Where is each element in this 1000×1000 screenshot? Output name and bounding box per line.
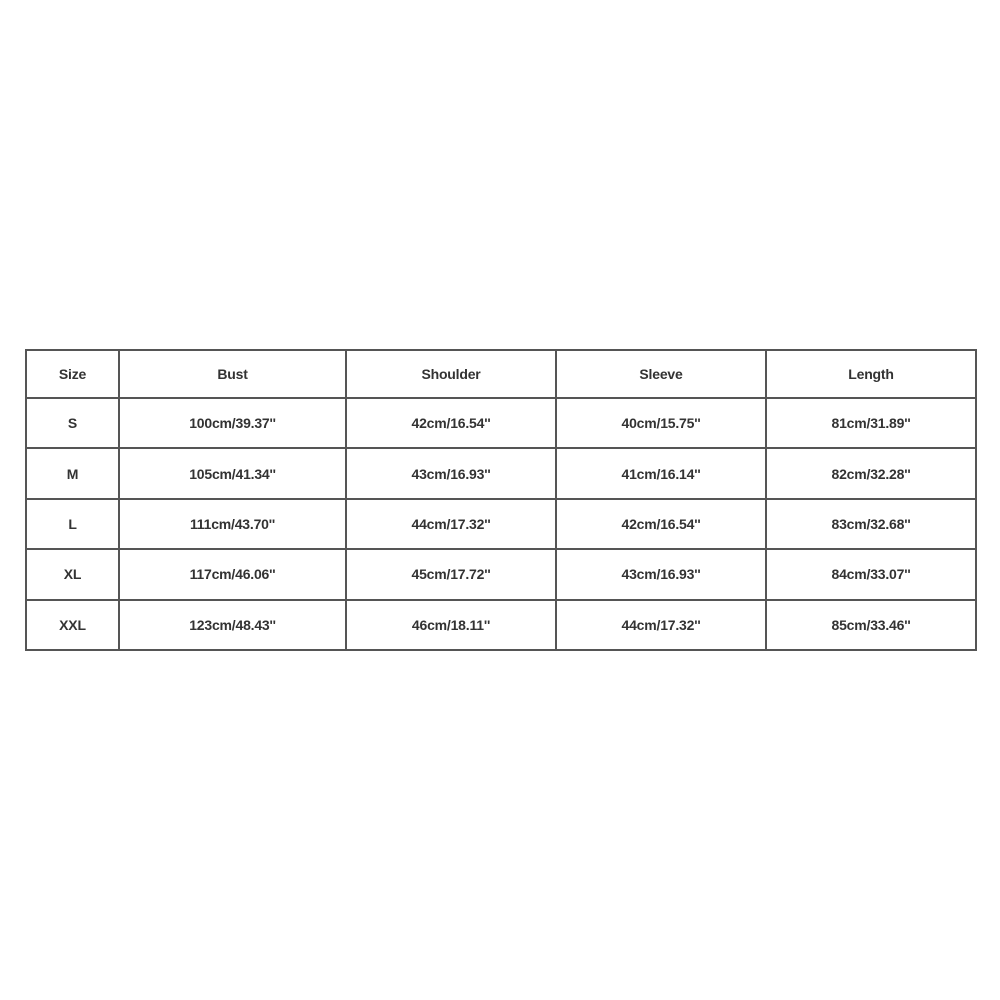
cell-shoulder: 42cm/16.54'' [346, 398, 556, 448]
table-header [26, 350, 976, 398]
header-shoulder: Shoulder [346, 350, 556, 398]
cell-sleeve: 42cm/16.54'' [556, 499, 766, 549]
cell-length: 81cm/31.89'' [766, 398, 976, 448]
cell-shoulder: 44cm/17.32'' [346, 499, 556, 549]
table-row [26, 549, 976, 599]
cell-bust: 117cm/46.06'' [119, 549, 346, 599]
cell-sleeve: 41cm/16.14'' [556, 448, 766, 498]
cell-bust: 123cm/48.43'' [119, 600, 346, 650]
cell-size: S [26, 398, 119, 448]
cell-shoulder: 46cm/18.11'' [346, 600, 556, 650]
table-row [26, 448, 976, 498]
cell-size: L [26, 499, 119, 549]
header-row [26, 350, 976, 398]
header-length: Length [766, 350, 976, 398]
cell-sleeve: 40cm/15.75'' [556, 398, 766, 448]
cell-bust: 111cm/43.70'' [119, 499, 346, 549]
header-sleeve: Sleeve [556, 350, 766, 398]
header-size: Size [26, 350, 119, 398]
cell-sleeve: 44cm/17.32'' [556, 600, 766, 650]
table-row [26, 600, 976, 650]
cell-shoulder: 45cm/17.72'' [346, 549, 556, 599]
cell-length: 83cm/32.68'' [766, 499, 976, 549]
cell-length: 82cm/32.28'' [766, 448, 976, 498]
cell-size: XL [26, 549, 119, 599]
cell-length: 85cm/33.46'' [766, 600, 976, 650]
cell-size: XXL [26, 600, 119, 650]
header-bust: Bust [119, 350, 346, 398]
cell-shoulder: 43cm/16.93'' [346, 448, 556, 498]
table-body [26, 398, 976, 650]
cell-size: M [26, 448, 119, 498]
table-row [26, 398, 976, 448]
cell-length: 84cm/33.07'' [766, 549, 976, 599]
cell-bust: 105cm/41.34'' [119, 448, 346, 498]
size-chart-table [25, 349, 977, 651]
cell-sleeve: 43cm/16.93'' [556, 549, 766, 599]
cell-bust: 100cm/39.37'' [119, 398, 346, 448]
table-row [26, 499, 976, 549]
